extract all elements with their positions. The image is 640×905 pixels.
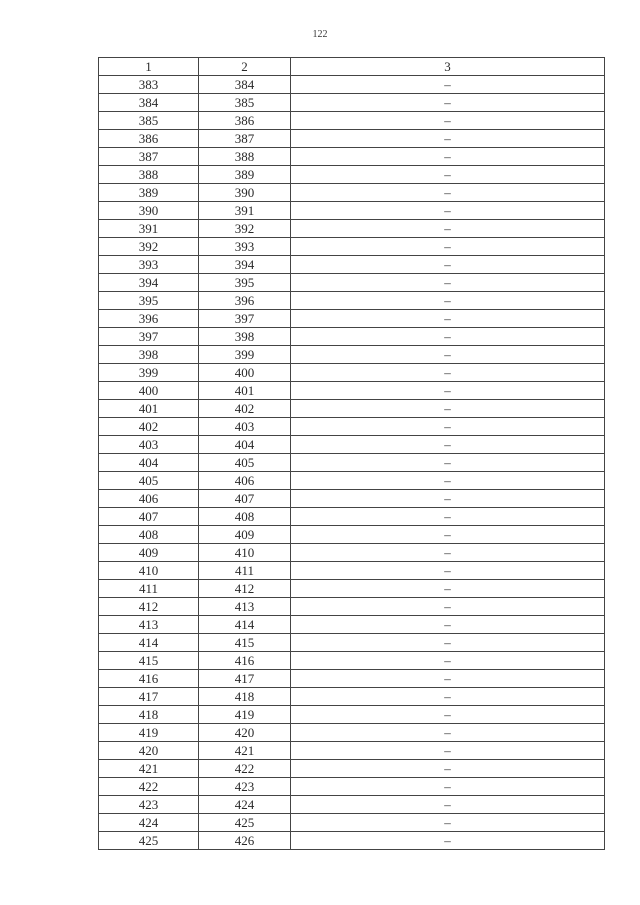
table-cell-col-2: 384: [199, 76, 291, 94]
table-cell-col-1: 394: [99, 274, 199, 292]
column-header-2: 2: [199, 58, 291, 76]
table-cell-col-2: 401: [199, 382, 291, 400]
table-cell-col-3: –: [291, 634, 605, 652]
table-cell-col-1: 421: [99, 760, 199, 778]
table-cell-col-2: 394: [199, 256, 291, 274]
table-cell-col-2: 406: [199, 472, 291, 490]
table-cell-col-3: –: [291, 598, 605, 616]
table-cell-col-3: –: [291, 454, 605, 472]
table-cell-col-1: 391: [99, 220, 199, 238]
table-cell-col-2: 392: [199, 220, 291, 238]
page-number: 122: [312, 29, 328, 40]
table-cell-col-2: 422: [199, 760, 291, 778]
table-cell-col-2: 413: [199, 598, 291, 616]
table-row: [99, 670, 605, 688]
table-cell-col-3: –: [291, 166, 605, 184]
table-cell-col-1: 389: [99, 184, 199, 202]
table-cell-col-1: 387: [99, 148, 199, 166]
table-row: [99, 598, 605, 616]
table-cell-col-2: 404: [199, 436, 291, 454]
table-cell-col-2: 391: [199, 202, 291, 220]
table-cell-col-2: 393: [199, 238, 291, 256]
table-cell-col-1: 393: [99, 256, 199, 274]
table-row: [99, 580, 605, 598]
table-body: [99, 76, 605, 850]
table-cell-col-1: 392: [99, 238, 199, 256]
table-cell-col-3: –: [291, 760, 605, 778]
table-cell-col-1: 407: [99, 508, 199, 526]
table-row: [99, 814, 605, 832]
table-cell-col-2: 421: [199, 742, 291, 760]
table-row: [99, 472, 605, 490]
table-cell-col-1: 419: [99, 724, 199, 742]
table-cell-col-3: –: [291, 508, 605, 526]
table-cell-col-1: 420: [99, 742, 199, 760]
table-row: [99, 616, 605, 634]
table-cell-col-3: –: [291, 580, 605, 598]
table-row: [99, 310, 605, 328]
table-cell-col-2: 420: [199, 724, 291, 742]
table-row: [99, 274, 605, 292]
table-cell-col-3: –: [291, 328, 605, 346]
table-cell-col-2: 399: [199, 346, 291, 364]
table-cell-col-1: 384: [99, 94, 199, 112]
table-cell-col-1: 422: [99, 778, 199, 796]
table-cell-col-2: 416: [199, 652, 291, 670]
table-cell-col-1: 383: [99, 76, 199, 94]
table-cell-col-3: –: [291, 616, 605, 634]
table-cell-col-1: 410: [99, 562, 199, 580]
table-cell-col-2: 426: [199, 832, 291, 850]
table-cell-col-2: 419: [199, 706, 291, 724]
table-cell-col-3: –: [291, 238, 605, 256]
table-row: [99, 328, 605, 346]
table-row: [99, 94, 605, 112]
table-row: [99, 238, 605, 256]
table-row: [99, 832, 605, 850]
table-cell-col-2: 411: [199, 562, 291, 580]
table-cell-col-1: 409: [99, 544, 199, 562]
table-cell-col-1: 386: [99, 130, 199, 148]
table-cell-col-3: –: [291, 724, 605, 742]
table-cell-col-1: 390: [99, 202, 199, 220]
table-row: [99, 742, 605, 760]
table-cell-col-1: 418: [99, 706, 199, 724]
table-cell-col-3: –: [291, 346, 605, 364]
table-cell-col-1: 411: [99, 580, 199, 598]
table-row: [99, 400, 605, 418]
table-cell-col-3: –: [291, 706, 605, 724]
table-cell-col-3: –: [291, 76, 605, 94]
table-row: [99, 778, 605, 796]
table-cell-col-2: 407: [199, 490, 291, 508]
table-cell-col-1: 413: [99, 616, 199, 634]
table-row: [99, 706, 605, 724]
table-row: [99, 490, 605, 508]
table-row: [99, 544, 605, 562]
table-cell-col-2: 397: [199, 310, 291, 328]
table-cell-col-3: –: [291, 796, 605, 814]
table-cell-col-1: 404: [99, 454, 199, 472]
table-row: [99, 508, 605, 526]
table-cell-col-2: 417: [199, 670, 291, 688]
data-table: [98, 57, 605, 850]
table-cell-col-3: –: [291, 814, 605, 832]
table-cell-col-3: –: [291, 400, 605, 418]
table-cell-col-1: 423: [99, 796, 199, 814]
table-row: [99, 652, 605, 670]
table-cell-col-2: 390: [199, 184, 291, 202]
table-cell-col-2: 389: [199, 166, 291, 184]
table-cell-col-2: 415: [199, 634, 291, 652]
table-cell-col-1: 402: [99, 418, 199, 436]
table-cell-col-3: –: [291, 742, 605, 760]
table-cell-col-2: 425: [199, 814, 291, 832]
table-row: [99, 796, 605, 814]
table-cell-col-3: –: [291, 292, 605, 310]
table-row: [99, 526, 605, 544]
table-row: [99, 130, 605, 148]
table-cell-col-1: 398: [99, 346, 199, 364]
table-row: [99, 76, 605, 94]
table-cell-col-2: 408: [199, 508, 291, 526]
table-row: [99, 256, 605, 274]
table-cell-col-3: –: [291, 418, 605, 436]
table-cell-col-1: 397: [99, 328, 199, 346]
table-cell-col-1: 401: [99, 400, 199, 418]
table-row: [99, 292, 605, 310]
column-header-1: 1: [99, 58, 199, 76]
table-row: [99, 454, 605, 472]
table-cell-col-1: 403: [99, 436, 199, 454]
table-cell-col-2: 385: [199, 94, 291, 112]
table-row: [99, 346, 605, 364]
table-row: [99, 724, 605, 742]
table-cell-col-2: 395: [199, 274, 291, 292]
table-row: [99, 382, 605, 400]
table-row: [99, 112, 605, 130]
table-cell-col-1: 406: [99, 490, 199, 508]
table-cell-col-3: –: [291, 94, 605, 112]
table-cell-col-1: 385: [99, 112, 199, 130]
table-row: [99, 418, 605, 436]
table-cell-col-1: 416: [99, 670, 199, 688]
table-cell-col-3: –: [291, 112, 605, 130]
table-cell-col-3: –: [291, 688, 605, 706]
table-cell-col-3: –: [291, 490, 605, 508]
table-cell-col-1: 417: [99, 688, 199, 706]
table-header-row: [99, 58, 605, 76]
table-row: [99, 562, 605, 580]
table-cell-col-3: –: [291, 202, 605, 220]
table-row: [99, 364, 605, 382]
table-row: [99, 436, 605, 454]
table-cell-col-1: 399: [99, 364, 199, 382]
table-cell-col-2: 386: [199, 112, 291, 130]
table-cell-col-2: 405: [199, 454, 291, 472]
table-cell-col-3: –: [291, 274, 605, 292]
table-cell-col-3: –: [291, 562, 605, 580]
table-cell-col-1: 405: [99, 472, 199, 490]
table-cell-col-2: 424: [199, 796, 291, 814]
table-row: [99, 634, 605, 652]
table-cell-col-1: 408: [99, 526, 199, 544]
table-cell-col-1: 414: [99, 634, 199, 652]
table-cell-col-2: 410: [199, 544, 291, 562]
table-cell-col-2: 388: [199, 148, 291, 166]
table-cell-col-3: –: [291, 220, 605, 238]
table-cell-col-1: 395: [99, 292, 199, 310]
table-cell-col-1: 388: [99, 166, 199, 184]
table-cell-col-1: 396: [99, 310, 199, 328]
table-row: [99, 148, 605, 166]
table-row: [99, 202, 605, 220]
table-cell-col-3: –: [291, 310, 605, 328]
table-cell-col-3: –: [291, 832, 605, 850]
table-cell-col-2: 400: [199, 364, 291, 382]
table-cell-col-3: –: [291, 472, 605, 490]
table-cell-col-2: 414: [199, 616, 291, 634]
table-cell-col-2: 418: [199, 688, 291, 706]
table-row: [99, 184, 605, 202]
table-row: [99, 220, 605, 238]
table-cell-col-1: 425: [99, 832, 199, 850]
table-cell-col-1: 415: [99, 652, 199, 670]
table-cell-col-1: 424: [99, 814, 199, 832]
table-cell-col-3: –: [291, 652, 605, 670]
table-cell-col-2: 403: [199, 418, 291, 436]
table-cell-col-3: –: [291, 544, 605, 562]
table-cell-col-2: 387: [199, 130, 291, 148]
table-row: [99, 166, 605, 184]
table-cell-col-3: –: [291, 382, 605, 400]
table-cell-col-3: –: [291, 436, 605, 454]
table-cell-col-3: –: [291, 364, 605, 382]
table-cell-col-3: –: [291, 184, 605, 202]
table-cell-col-2: 398: [199, 328, 291, 346]
table-cell-col-2: 409: [199, 526, 291, 544]
table-cell-col-2: 412: [199, 580, 291, 598]
table-cell-col-1: 412: [99, 598, 199, 616]
table-cell-col-3: –: [291, 256, 605, 274]
table-cell-col-1: 400: [99, 382, 199, 400]
table-cell-col-3: –: [291, 526, 605, 544]
table-cell-col-3: –: [291, 778, 605, 796]
table-cell-col-2: 396: [199, 292, 291, 310]
column-header-3: 3: [291, 58, 605, 76]
table-cell-col-2: 402: [199, 400, 291, 418]
table-cell-col-2: 423: [199, 778, 291, 796]
table-cell-col-3: –: [291, 148, 605, 166]
table-row: [99, 688, 605, 706]
table-row: [99, 760, 605, 778]
table-cell-col-3: –: [291, 670, 605, 688]
table-cell-col-3: –: [291, 130, 605, 148]
